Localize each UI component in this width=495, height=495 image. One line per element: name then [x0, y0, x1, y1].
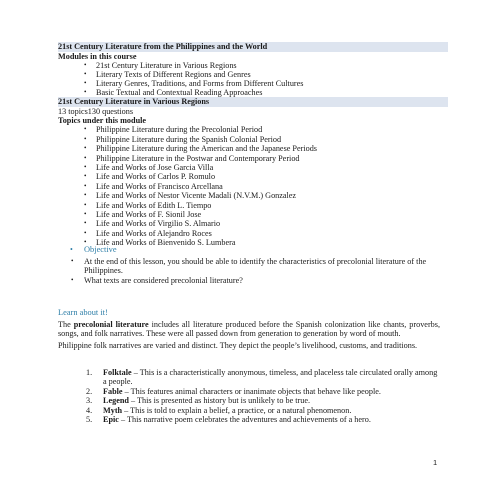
folk-narratives-paragraph: Philippine folk narratives are varied and distinct. They depict the people’s livelihood, customs, and traditions. — [58, 341, 418, 350]
objective-heading: • Objective — [58, 244, 438, 255]
item-number: 2. — [86, 386, 93, 396]
module-item: • Literary Texts of Different Regions and Genres — [96, 70, 448, 79]
topic-item: • Philippine Literature during the Precolonial Period — [96, 125, 448, 134]
narrative-types-list — [58, 368, 438, 424]
p1-lead: The — [58, 320, 71, 329]
learn-heading: Learn about it! — [58, 308, 108, 317]
topic-item: • Life and Works of F. Sionil Jose — [96, 210, 448, 219]
item-term: Legend — [103, 396, 129, 406]
topic-item: • Life and Works of Jose Garcia Villa — [96, 163, 448, 172]
topic-item: • Life and Works of Bienvenido S. Lumbera — [96, 238, 448, 247]
item-term: Fable — [103, 386, 123, 396]
item-term: Epic — [103, 415, 119, 425]
course-section — [58, 42, 448, 248]
module-title: 21st Century Literature in Various Regions — [58, 97, 448, 107]
topics-list — [58, 125, 448, 247]
module-item: • Basic Textual and Contextual Reading Approaches — [96, 88, 448, 97]
topic-item: • Life and Works of Alejandro Roces — [96, 229, 448, 238]
item-number: 5. — [86, 415, 93, 425]
item-desc: – This is a characteristically anonymous, timeless, and placeless tale circulated orally among a people. — [103, 368, 438, 387]
item-number: 4. — [86, 405, 93, 415]
narrative-type-item — [58, 387, 438, 396]
item-desc: – This is presented as history but is unlikely to be true. — [130, 396, 311, 406]
topic-item: • Life and Works of Carlos P. Romulo — [96, 172, 448, 181]
course-title: 21st Century Literature from the Philippines and the World — [58, 42, 448, 52]
objective-item: • At the end of this lesson, you should be able to identify the characteristics of precolonial literature of the Philippines. — [84, 257, 438, 276]
module-item: • Literary Genres, Traditions, and Forms from Different Cultures — [96, 79, 448, 88]
topics-heading: Topics under this module — [58, 116, 147, 125]
precolonial-paragraph — [58, 320, 440, 339]
page-number: 1 — [433, 458, 438, 467]
topic-item: • Philippine Literature in the Postwar and Contemporary Period — [96, 154, 448, 163]
narrative-type-item — [58, 368, 438, 387]
item-desc: – This is told to explain a belief, a practice, or a natural phenomenon. — [124, 405, 352, 415]
module-counts: 13 topics130 questions — [58, 106, 134, 116]
objective-section — [58, 244, 438, 285]
narrative-type-item — [58, 396, 438, 405]
topic-item: • Philippine Literature during the Spanish Colonial Period — [96, 135, 448, 144]
module-item: • 21st Century Literature in Various Regions — [96, 61, 448, 70]
item-number: 3. — [86, 396, 93, 406]
modules-heading: Modules in this course — [58, 51, 137, 61]
p1-rest: includes all literature produced before the Spanish colonization like chants, proverbs, songs, and folk narratives. These were all passed down from generation to generation by word of mouth. — [58, 320, 440, 339]
objective-list — [58, 257, 438, 285]
p1-term: precolonial literature — [73, 320, 149, 329]
item-desc: – This narrative poem celebrates the adventures and achievements of a hero. — [120, 415, 371, 425]
objective-item: • What texts are considered precolonial literature? — [84, 276, 438, 285]
item-term: Myth — [103, 405, 123, 415]
narrative-type-item — [58, 406, 438, 415]
item-number: 1. — [86, 368, 93, 377]
topic-item: • Life and Works of Francisco Arcellana — [96, 182, 448, 191]
narrative-type-item — [58, 415, 438, 424]
item-desc: – This features animal characters or inanimate objects that behave like people. — [124, 386, 381, 396]
modules-list — [58, 61, 448, 97]
topic-item: • Life and Works of Edith L. Tiempo — [96, 201, 448, 210]
topic-item: • Life and Works of Nestor Vicente Madali (N.V.M.) Gonzalez — [96, 191, 448, 200]
topic-item: • Philippine Literature during the American and the Japanese Periods — [96, 144, 448, 153]
item-term: Folktale — [103, 368, 132, 377]
topic-item: • Life and Works of Virgilio S. Almario — [96, 219, 448, 228]
